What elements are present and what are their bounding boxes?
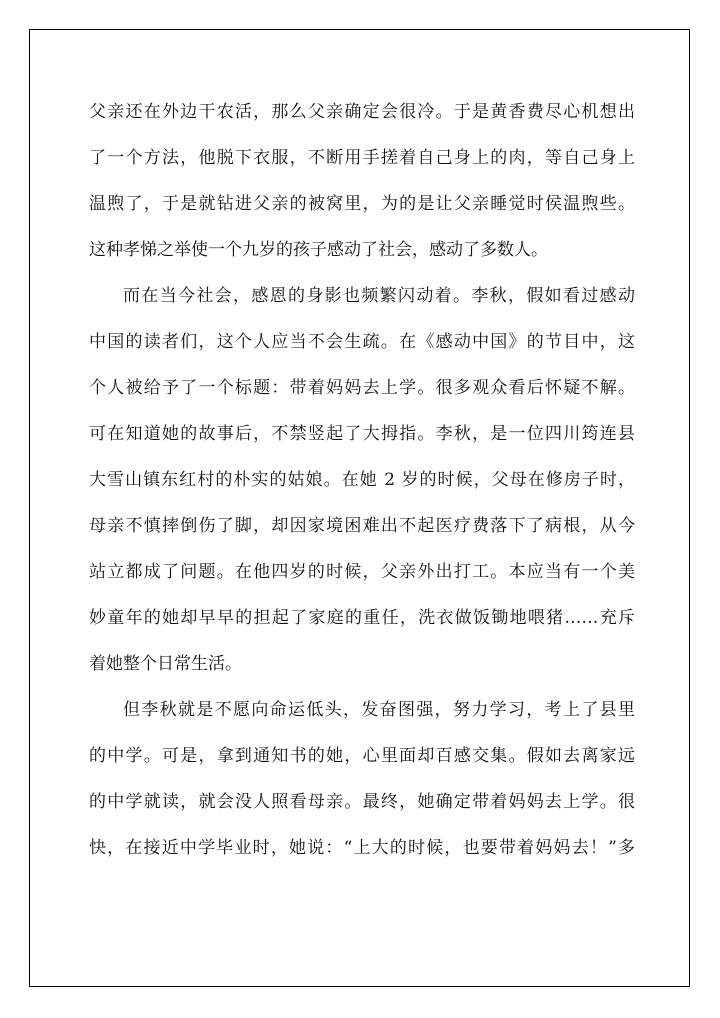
text-line: 大雪山镇东红村的朴实的姑娘。在她 2 岁的时候，父母在修房子时，: [89, 470, 635, 490]
paragraph-last-line: 这种孝悌之举使一个九岁的孩子感动了社会，感动了多数人。: [89, 240, 548, 260]
text-line: 了一个方法，他脱下衣服，不断用手搓着自己身上的肉，等自己身上: [89, 148, 635, 168]
text-line: 可在知道她的故事后，不禁竖起了大拇指。李秋，是一位四川筠连县: [89, 424, 635, 444]
text-line: 父亲还在外边干农活，那么父亲确定会很冷。于是黄香费尽心机想出: [89, 102, 635, 122]
text-line: 站立都成了问题。在他四岁的时候，父亲外出打工。本应当有一个美: [89, 562, 635, 582]
text-line: 的中学就读，就会没人照看母亲。最终，她确定带着妈妈去上学。很: [89, 792, 635, 812]
paragraph-first-line: 而在当今社会，感恩的身影也频繁闪动着。李秋，假如看过感动: [123, 286, 635, 306]
text-line: 妙童年的她却早早的担起了家庭的重任，洗衣做饭锄地喂猪……充斥: [89, 608, 635, 628]
text-line: 的中学。可是，拿到通知书的她，心里面却百感交集。假如去离家远: [89, 746, 635, 766]
text-line: 中国的读者们，这个人应当不会生疏。在《感动中国》的节目中，这: [89, 332, 635, 352]
text-line: 母亲不慎摔倒伤了脚，却因家境困难出不起医疗费落下了病根，从今: [89, 516, 635, 536]
text-line: 温煦了，于是就钻进父亲的被窝里，为的是让父亲睡觉时侯温煦些。: [89, 194, 635, 214]
document-body: [89, 89, 635, 871]
paragraph-last-line: 着她整个日常生活。: [89, 654, 242, 674]
text-line: 个人被给予了一个标题：带着妈妈去上学。很多观众看后怀疑不解。: [89, 378, 635, 398]
text-line: 快，在接近中学毕业时，她说：“上大的时候，也要带着妈妈去！”多: [89, 838, 635, 858]
paragraph-first-line: 但李秋就是不愿向命运低头，发奋图强，努力学习，考上了县里: [123, 700, 635, 720]
